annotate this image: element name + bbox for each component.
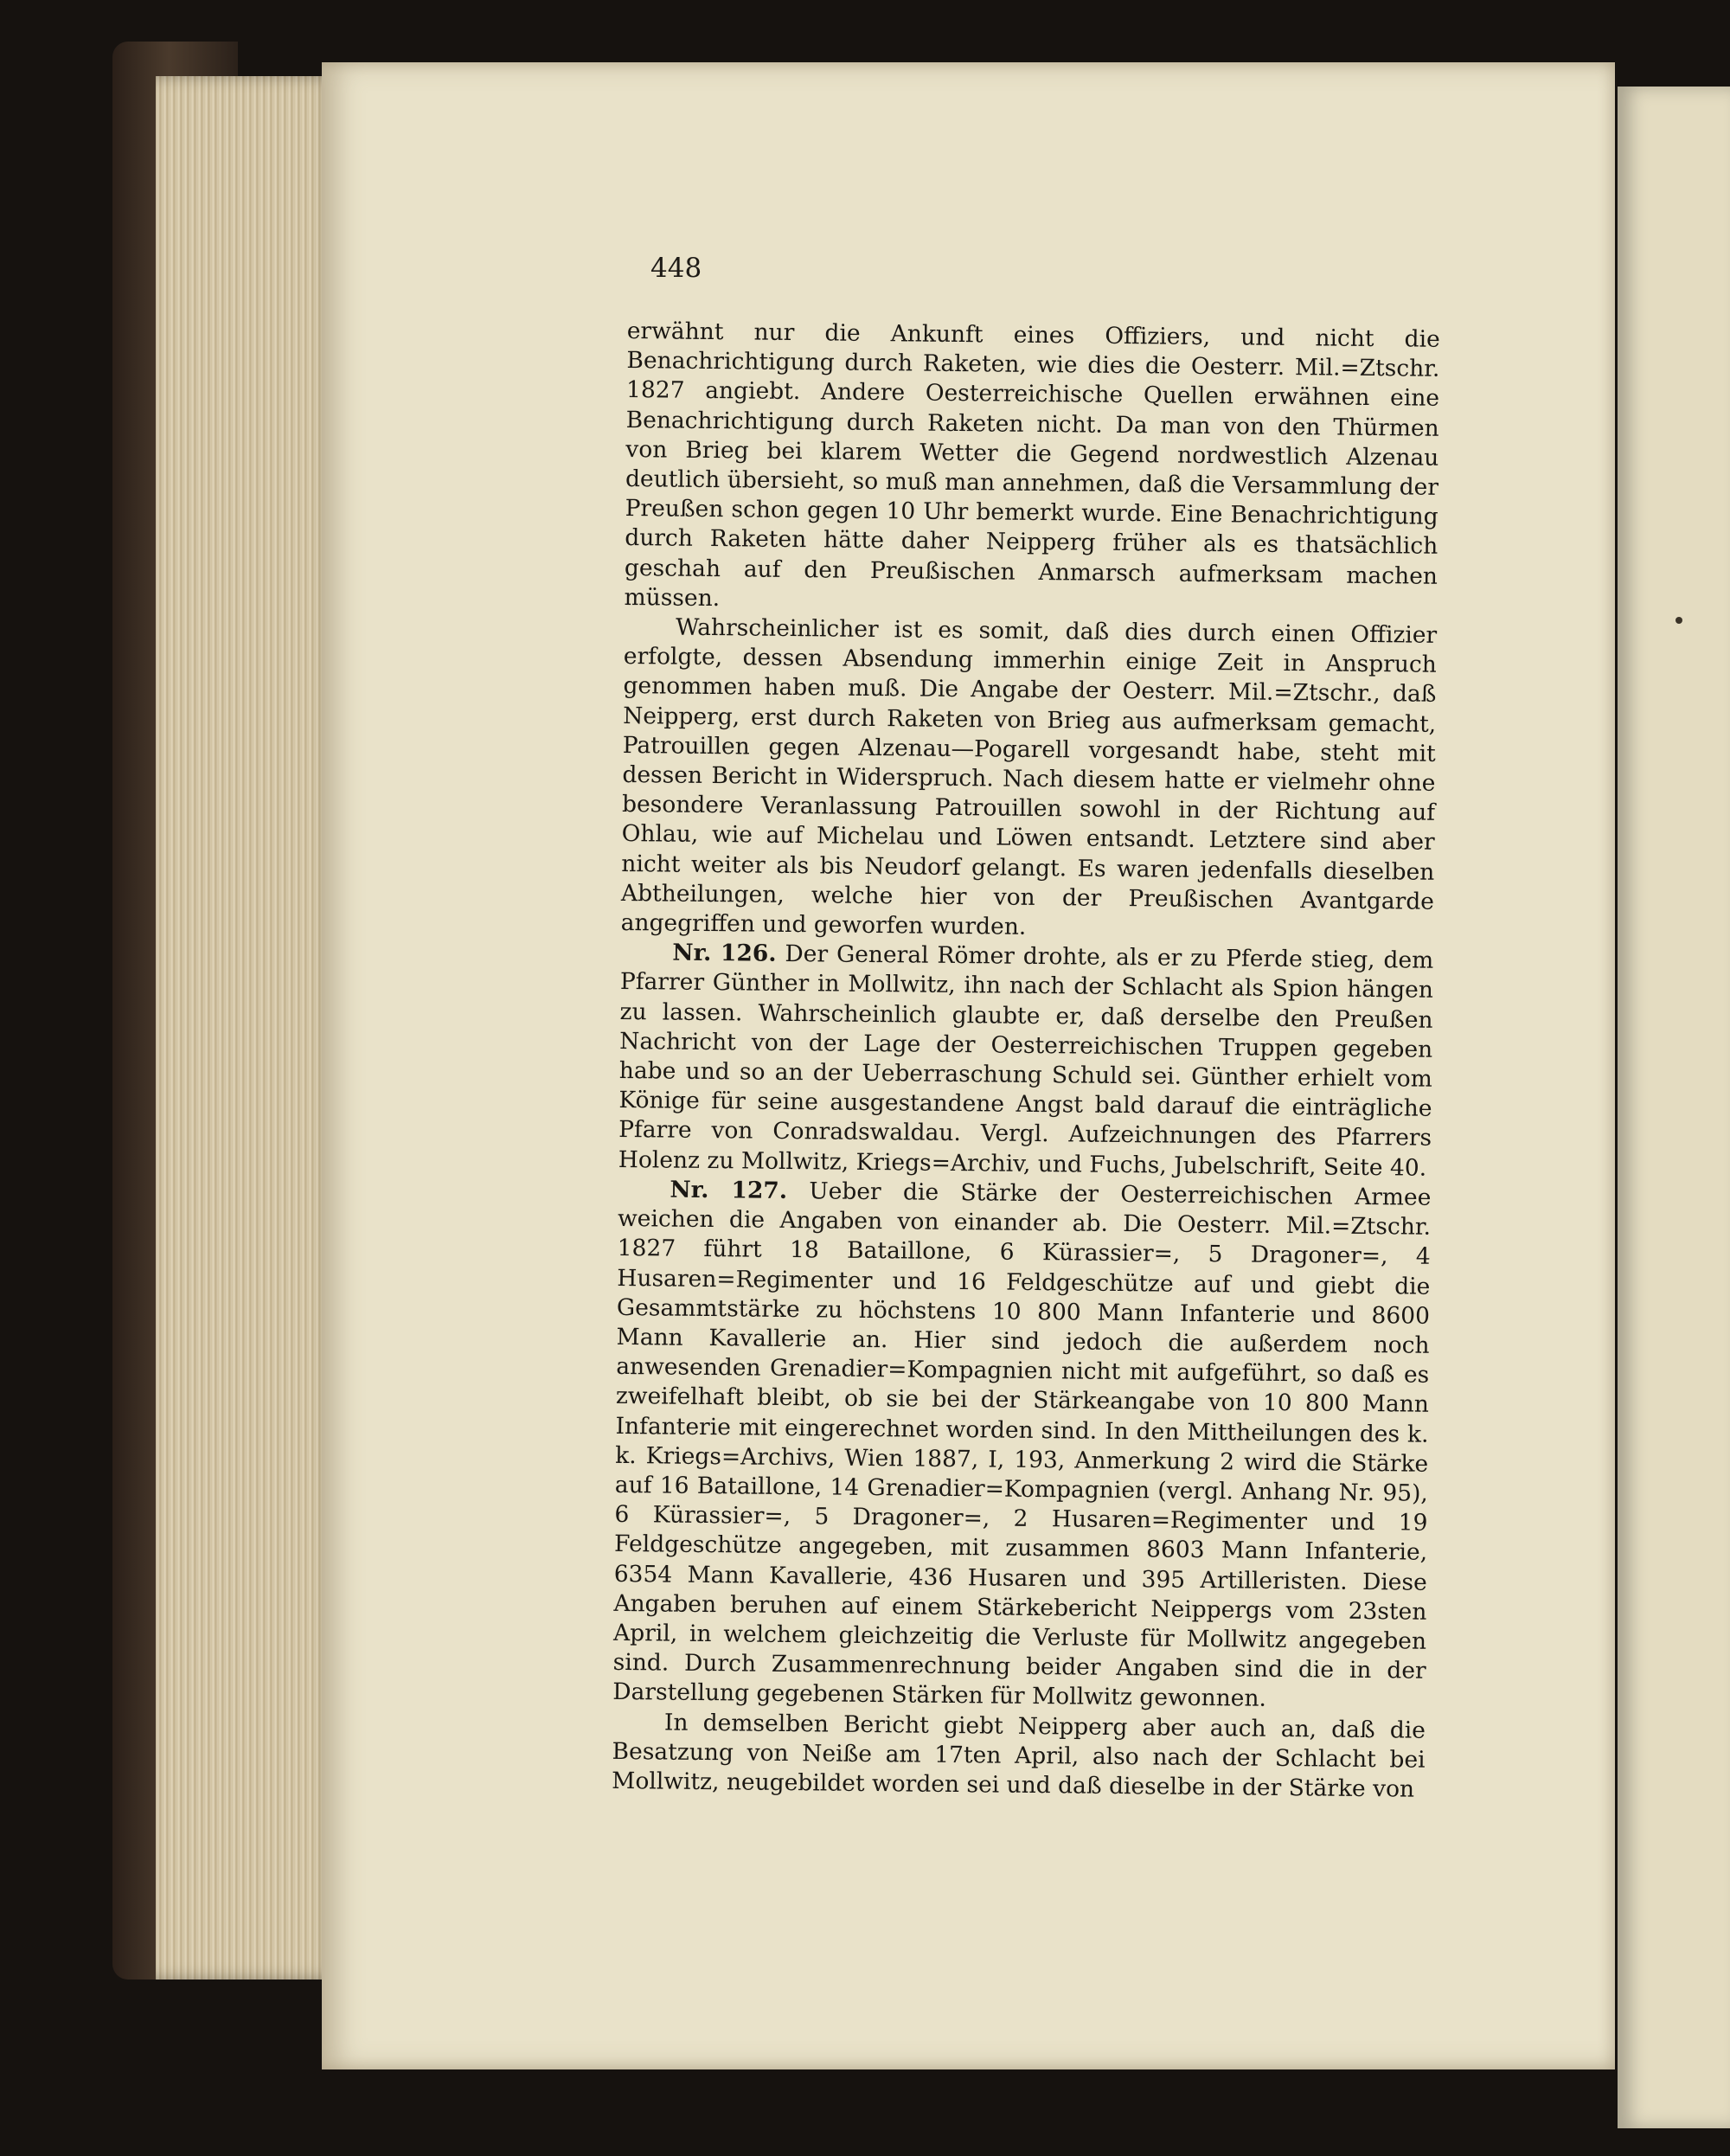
page-number: 448 <box>650 253 702 284</box>
paragraph-text: Ueber die Stärke der Oesterreichischen Armee weichen die Angaben von einander ab. Die Oesterr. Mil.=Ztschr. 1827 führt 18 Bataillone, 6 Kürassier=, 5 Dragoner=, 4 Husaren=Regimenter und 16 Feldgeschütze auf und giebt die Gesammtstärke zu höchstens 10 800 Mann Infanterie und 8600 Mann Kavallerie an. Hier sind jedoch die außerdem noch anwesenden Grenadier=Kompagnien nicht mit aufgeführt, so daß es zweifelhaft bleibt, ob sie bei der Stärkeangabe von 10 800 Mann Infanterie mit eingerechnet worden sind. In den Mittheilungen des k. k. Kriegs=Archivs, Wien 1887, I, 193, Anmerkung 2 wird die Stärke auf 16 Bataillone, 14 Grenadier=Kompagnien (vergl. Anhang Nr. 95), 6 Kürassier=, 5 Dragoner=, 2 Husaren=Regimenter und 19 Feldgeschütze angegeben, mit zusammen 8603 Mann Infanterie, 6354 Mann Kavallerie, 436 Husaren und 395 Artilleristen. Diese Angaben beruhen auf einem Stärkebericht Neippergs vom 23sten April, in welchem gleichzeitig die Verluste für Mollwitz angegeben sind. Durch Zusammenrechnung beider Angaben sind die in der Darstellung gegebenen Stärken für Mollwitz gewonnen. <box>612 1177 1432 1713</box>
note-number: Nr. 127. <box>670 1176 788 1204</box>
note-number: Nr. 126. <box>672 939 777 968</box>
paragraph-5 <box>612 1707 1426 1804</box>
note-nr-126 <box>618 938 1434 1183</box>
paragraph-1 <box>624 317 1440 621</box>
paragraph-text: Wahrscheinlicher ist es somit, daß dies durch einen Offizier erfolgte, dessen Absendung immerhin einige Zeit in Anspruch genommen haben muß. Die Angabe der Oesterr. Mil.=Ztschr., daß Neipperg, erst durch Raketen von Brieg aus aufmerksam gemacht, Patrouillen gegen Alzenau—Pogarell vorgesandt habe, steht mit dessen Bericht in Widerspruch. Nach diesem hatte er vielmehr ohne besondere Veranlassung Patrouillen sowohl in der Richtung auf Ohlau, wie auf Michelau und Löwen entsandt. Letztere sind aber nicht weiter als bis Neudorf gelangt. Es waren jedenfalls dieselben Abtheilungen, welche hier von der Preußischen Avantgarde angegriffen und geworfen wurden. <box>620 613 1438 940</box>
paragraph-text: In demselben Bericht giebt Neipperg aber auch an, daß die Besatzung von Neiße am 17ten April, also nach der Schlacht bei Mollwitz, neugebildet worden sei und daß dieselbe in der Stärke von <box>612 1709 1426 1803</box>
paragraph-text: Der General Römer drohte, als er zu Pferde stieg, dem Pfarrer Günther in Mollwitz, ihn nach der Schlacht als Spion hängen zu lassen. Wahrscheinlich glaubte er, daß derselbe den Preußen Nachricht von der Lage der Oesterreichischen Truppen gegeben habe und so an der Ueberraschung Schuld sei. Günther erhielt vom Könige für seine ausgestandene Angst bald darauf die einträgliche Pfarre von Conradswaldau. Vergl. Aufzeichnungen des Pfarrers Holenz zu Mollwitz, Kriegs=Archiv, und Fuchs, Jubelschrift, Seite 40. <box>618 940 1434 1182</box>
note-nr-127 <box>612 1175 1431 1716</box>
page-edges <box>156 76 337 1980</box>
paragraph-text: erwähnt nur die Ankunft eines Offiziers, und nicht die Benachrichtigung durch Raketen, wie dies die Oesterr. Mil.=Ztschr. 1827 angiebt. Andere Oesterreichische Quellen erwähnen eine Benachrichtigung durch Raketen nicht. Da man von den Thürmen von Brieg bei klarem Wetter die Gegend nordwestlich Alzenau deutlich übersieht, so muß man annehmen, daß die Versammlung der Preußen schon gegen 10 Uhr bemerkt wurde. Eine Benachrichtigung durch Raketen hätte daher Neipperg früher als es thatsächlich geschah auf den Preußischen Anmarsch aufmerksam machen müssen. <box>624 317 1440 612</box>
ink-speck <box>1676 617 1682 624</box>
paragraph-2 <box>620 613 1437 946</box>
facing-page-edge <box>1618 87 1730 2128</box>
body-text <box>612 317 1440 1805</box>
